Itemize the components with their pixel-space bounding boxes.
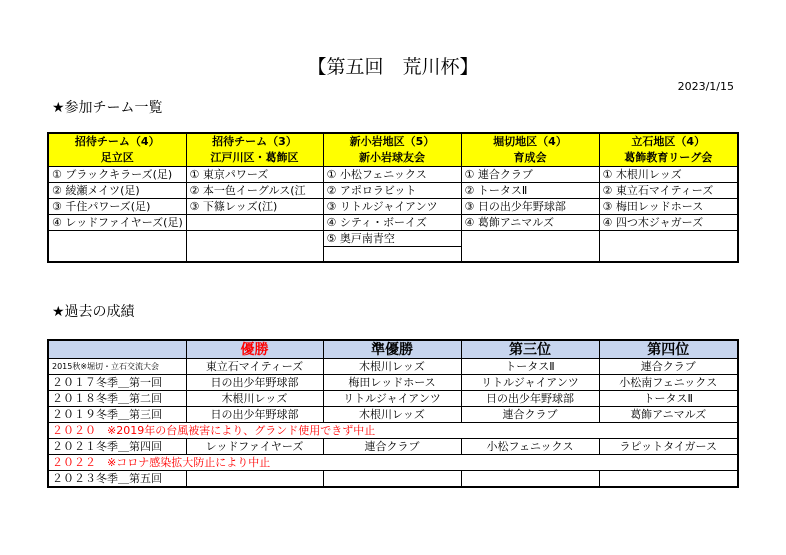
history-header-row [48, 340, 738, 359]
page-title: 【第五回 荒川杯】 [307, 56, 479, 78]
history-cell: リトルジャイアンツ [461, 375, 599, 391]
team-cell: ③ 梅田レッドホース [599, 199, 738, 215]
history-cell: 小松フェニックス [461, 439, 599, 455]
team-cell: ① 小松フェニックス [323, 167, 461, 183]
teams-row [48, 183, 738, 199]
history-row [48, 375, 738, 391]
team-cell: ③ 日の出少年野球部 [461, 199, 599, 215]
team-cell: ⑤ 奥戸南青空 [323, 231, 461, 247]
team-cell: ④ 四つ木ジャガーズ [599, 215, 738, 231]
teams-header-cell: 招待チーム（4） [48, 133, 186, 150]
history-row [48, 471, 738, 488]
teams-row [48, 199, 738, 215]
section-heading-history: ★過去の成績 [52, 304, 135, 320]
history-row-label: ２０２３冬季＿第五回 [48, 471, 186, 488]
team-cell: ② 本一色イーグルス(江 [186, 183, 323, 199]
history-cell [323, 471, 461, 488]
team-cell [48, 231, 186, 263]
teams-header-cell: 葛飾教育リーグ会 [599, 150, 738, 167]
history-cell: 日の出少年野球部 [186, 375, 323, 391]
team-cell [599, 231, 738, 263]
teams-header-cell: 立石地区（4） [599, 133, 738, 150]
history-cell: 葛飾アニマルズ [599, 407, 738, 423]
history-cell: トータスⅡ [599, 391, 738, 407]
history-row [48, 359, 738, 375]
teams-header-cell: 新小岩地区（5） [323, 133, 461, 150]
teams-header-cell: 堀切地区（4） [461, 133, 599, 150]
history-header-third: 第三位 [461, 340, 599, 359]
history-header-winner: 優勝 [186, 340, 323, 359]
teams-header-cell: 育成会 [461, 150, 599, 167]
team-cell: ② トータスⅡ [461, 183, 599, 199]
history-cell: 日の出少年野球部 [186, 407, 323, 423]
history-row-label: ２０１８冬季＿第二回 [48, 391, 186, 407]
team-cell: ② 東立石マイティーズ [599, 183, 738, 199]
history-cell: リトルジャイアンツ [323, 391, 461, 407]
history-cell: ラピットタイガース [599, 439, 738, 455]
teams-row [48, 167, 738, 183]
history-cell: 木根川レッズ [323, 359, 461, 375]
history-row-label: ２０１９冬季＿第三回 [48, 407, 186, 423]
history-header-runner-up: 準優勝 [323, 340, 461, 359]
history-cell: トータスⅡ [461, 359, 599, 375]
history-row-label: ２０２１冬季＿第四回 [48, 439, 186, 455]
team-cell: ① 木根川レッズ [599, 167, 738, 183]
history-row [48, 391, 738, 407]
history-cell: 梅田レッドホース [323, 375, 461, 391]
team-cell: ③ リトルジャイアンツ [323, 199, 461, 215]
team-cell: ① ブラックキラーズ(足) [48, 167, 186, 183]
teams-header-cell: 新小岩球友会 [323, 150, 461, 167]
teams-row [48, 231, 738, 247]
team-cell [186, 231, 323, 263]
history-header-cell [48, 340, 186, 359]
history-note-row [48, 455, 738, 471]
team-cell [461, 231, 599, 263]
teams-header-row-bottom [48, 150, 738, 167]
document-date: 2023/1/15 [677, 80, 734, 93]
history-note: ２０２０ ※2019年の台風被害により、グランド使用できず中止 [48, 423, 738, 439]
teams-row [48, 215, 738, 231]
teams-header-cell: 招待チーム（3） [186, 133, 323, 150]
teams-table [47, 132, 739, 263]
history-cell [186, 471, 323, 488]
history-cell: 木根川レッズ [323, 407, 461, 423]
history-cell: 日の出少年野球部 [461, 391, 599, 407]
history-cell: 東立石マイティーズ [186, 359, 323, 375]
team-cell: ① 東京パワーズ [186, 167, 323, 183]
team-cell: ④ シティ・ボーイズ [323, 215, 461, 231]
history-cell: レッドファイヤーズ [186, 439, 323, 455]
history-row [48, 439, 738, 455]
history-header-fourth: 第四位 [599, 340, 738, 359]
team-cell: ① 連合クラブ [461, 167, 599, 183]
teams-header-cell: 足立区 [48, 150, 186, 167]
teams-header-row-top [48, 133, 738, 150]
history-row-label: 2015秋※堀切・立石交流大会 [48, 359, 186, 375]
history-row [48, 407, 738, 423]
team-cell: ③ 下篠レッズ(江) [186, 199, 323, 215]
history-table [47, 339, 739, 488]
history-cell [461, 471, 599, 488]
history-note-row [48, 423, 738, 439]
team-cell: ② 綾瀬メイツ(足) [48, 183, 186, 199]
history-cell: 小松南フェニックス [599, 375, 738, 391]
team-cell: ④ レッドファイヤーズ(足) [48, 215, 186, 231]
history-cell: 連合クラブ [599, 359, 738, 375]
team-cell: ④ 葛飾アニマルズ [461, 215, 599, 231]
team-cell: ② アポロラビット [323, 183, 461, 199]
team-cell: ③ 千住パワーズ(足) [48, 199, 186, 215]
teams-header-cell: 江戸川区・葛飾区 [186, 150, 323, 167]
team-cell-empty [323, 247, 461, 263]
team-cell [186, 215, 323, 231]
history-cell [599, 471, 738, 488]
history-row-label: ２０１７冬季＿第一回 [48, 375, 186, 391]
section-heading-teams: ★参加チーム一覧 [52, 100, 163, 116]
history-cell: 連合クラブ [323, 439, 461, 455]
history-note: ２０２２ ※コロナ感染拡大防止により中止 [48, 455, 738, 471]
history-cell: 木根川レッズ [186, 391, 323, 407]
history-cell: 連合クラブ [461, 407, 599, 423]
